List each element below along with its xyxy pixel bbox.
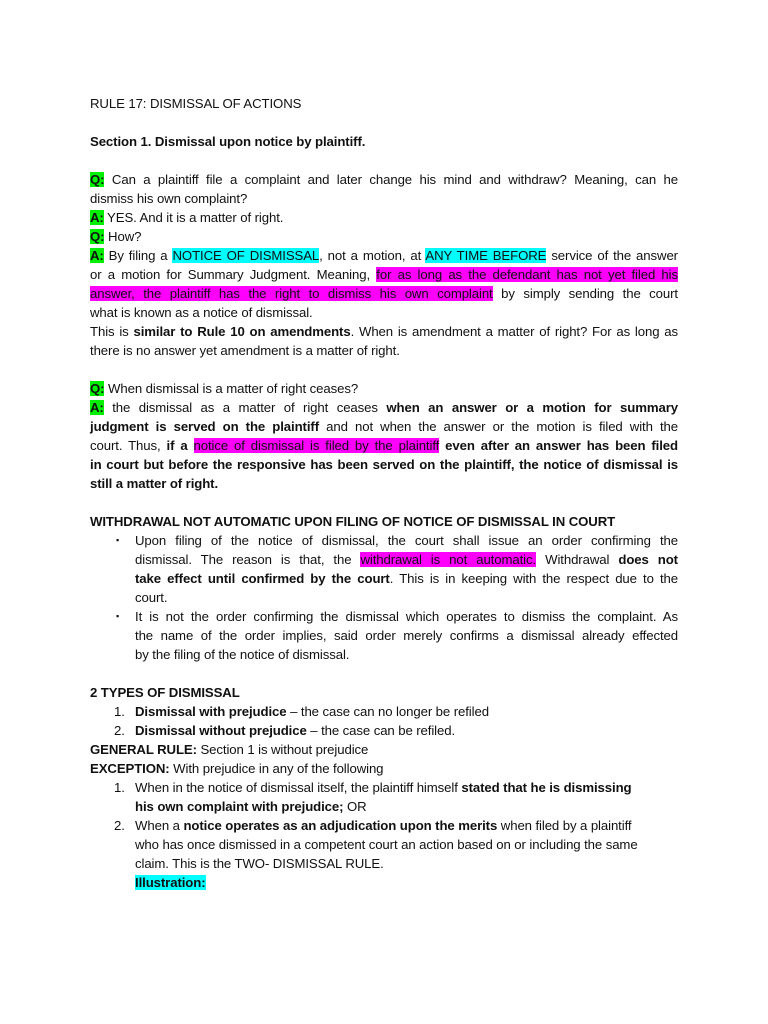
bullet-1-line-2: dismissal. The reason is that, the withdrawal is not automatic. Withdrawal does not (135, 552, 678, 567)
types-heading: 2 TYPES OF DISMISSAL (90, 685, 240, 700)
exception-item-2-l1: 2. When a notice operates as an adjudication upon the merits when filed by a plaintiff (114, 818, 632, 833)
q-label: Q: (90, 172, 105, 187)
exception-item-2-l2: who has once dismissed in a competent court an action based on or including the same (135, 837, 638, 852)
question-1: Q: Can a plaintiff file a complaint and later change his mind and withdraw? Meaning, can he (90, 172, 678, 187)
bullet-1-line-1: ▪ Upon filing of the notice of dismissal, the court shall issue an order confirming the (116, 533, 678, 548)
highlight-magenta: withdrawal is not automatic. (360, 552, 537, 567)
bullet-1-line-4: court. (135, 590, 168, 605)
highlight-magenta: notice of dismissal is filed by the plaintiff (193, 438, 440, 453)
exception-item-2-l3: claim. This is the TWO- DISMISSAL RULE. (135, 856, 384, 871)
bullet-2-line-2: the name of the order implies, said order merely confirms a dismissal already effected (135, 628, 678, 643)
section-heading: Section 1. Dismissal upon notice by plaintiff. (90, 134, 366, 149)
answer-1: A: YES. And it is a matter of right. (90, 210, 284, 225)
bullet-icon: ▪ (116, 611, 120, 621)
document-page (90, 94, 678, 892)
answer-2-line-3: answer, the plaintiff has the right to dismiss his own complaint by simply sending the court (90, 286, 678, 301)
bullet-1-line-3: take effect until confirmed by the court. This is in keeping with the respect due to the (135, 571, 679, 586)
question-1-cont: dismiss his own complaint? (90, 191, 248, 206)
question-3: Q: When dismissal is a matter of right ceases? (90, 381, 359, 396)
highlight-magenta: answer, the plaintiff has the right to dismiss his own complaint (90, 286, 493, 301)
answer-3-line-1: A: the dismissal as a matter of right ceases when an answer or a motion for summary (90, 400, 678, 415)
answer-3-line-2: judgment is served on the plaintiff and not when the answer or the motion is filed with the (90, 419, 679, 434)
bullet-icon: ▪ (116, 535, 120, 545)
answer-3-line-4: in court but before the responsive has been served on the plaintiff, the notice of dismissal is (90, 457, 678, 472)
a-label: A: (90, 210, 104, 225)
paragraph-rule10-l1: This is similar to Rule 10 on amendments. When is amendment a matter of right? For as long as (90, 324, 678, 339)
highlight-magenta: for as long as the defendant has not yet filed his (376, 267, 678, 282)
answer-2-line-4: what is known as a notice of dismissal. (90, 305, 313, 320)
general-rule: GENERAL RULE: Section 1 is without prejudice (90, 742, 369, 757)
bullet-2-line-1: ▪ It is not the order confirming the dismissal which operates to dismiss the complaint. As (116, 609, 678, 624)
withdrawal-heading: WITHDRAWAL NOT AUTOMATIC UPON FILING OF NOTICE OF DISMISSAL IN COURT (90, 514, 616, 529)
answer-2-line-1: A: By filing a NOTICE OF DISMISSAL, not a motion, at ANY TIME BEFORE service of the answer (90, 248, 678, 263)
doc-title: RULE 17: DISMISSAL OF ACTIONS (90, 96, 302, 111)
exception-item-1-l2: his own complaint with prejudice; OR (135, 799, 367, 814)
highlight-any-time-before: ANY TIME BEFORE (425, 248, 547, 263)
paragraph-rule10-l2: there is no answer yet amendment is a matter of right. (90, 343, 400, 358)
highlight-notice-of-dismissal: NOTICE OF DISMISSAL (172, 248, 320, 263)
answer-3-line-3: court. Thus, if a notice of dismissal is filed by the plaintiff even after an answer has been filed (90, 438, 678, 453)
exception-item-1-l1: 1. When in the notice of dismissal itself, the plaintiff himself stated that he is dismissing (114, 780, 632, 795)
exception: EXCEPTION: With prejudice in any of the following (90, 761, 384, 776)
type-item-1: 1. Dismissal with prejudice – the case can no longer be refiled (114, 704, 489, 719)
answer-2-line-2: or a motion for Summary Judgment. Meaning, for as long as the defendant has not yet filed his (90, 267, 678, 282)
question-2: Q: How? (90, 229, 142, 244)
answer-3-line-5: still a matter of right. (90, 476, 219, 491)
bullet-2-line-3: by the filing of the notice of dismissal. (135, 647, 350, 662)
type-item-2: 2. Dismissal without prejudice – the case can be refiled. (114, 723, 456, 738)
illustration-label: Illustration: (135, 875, 206, 890)
